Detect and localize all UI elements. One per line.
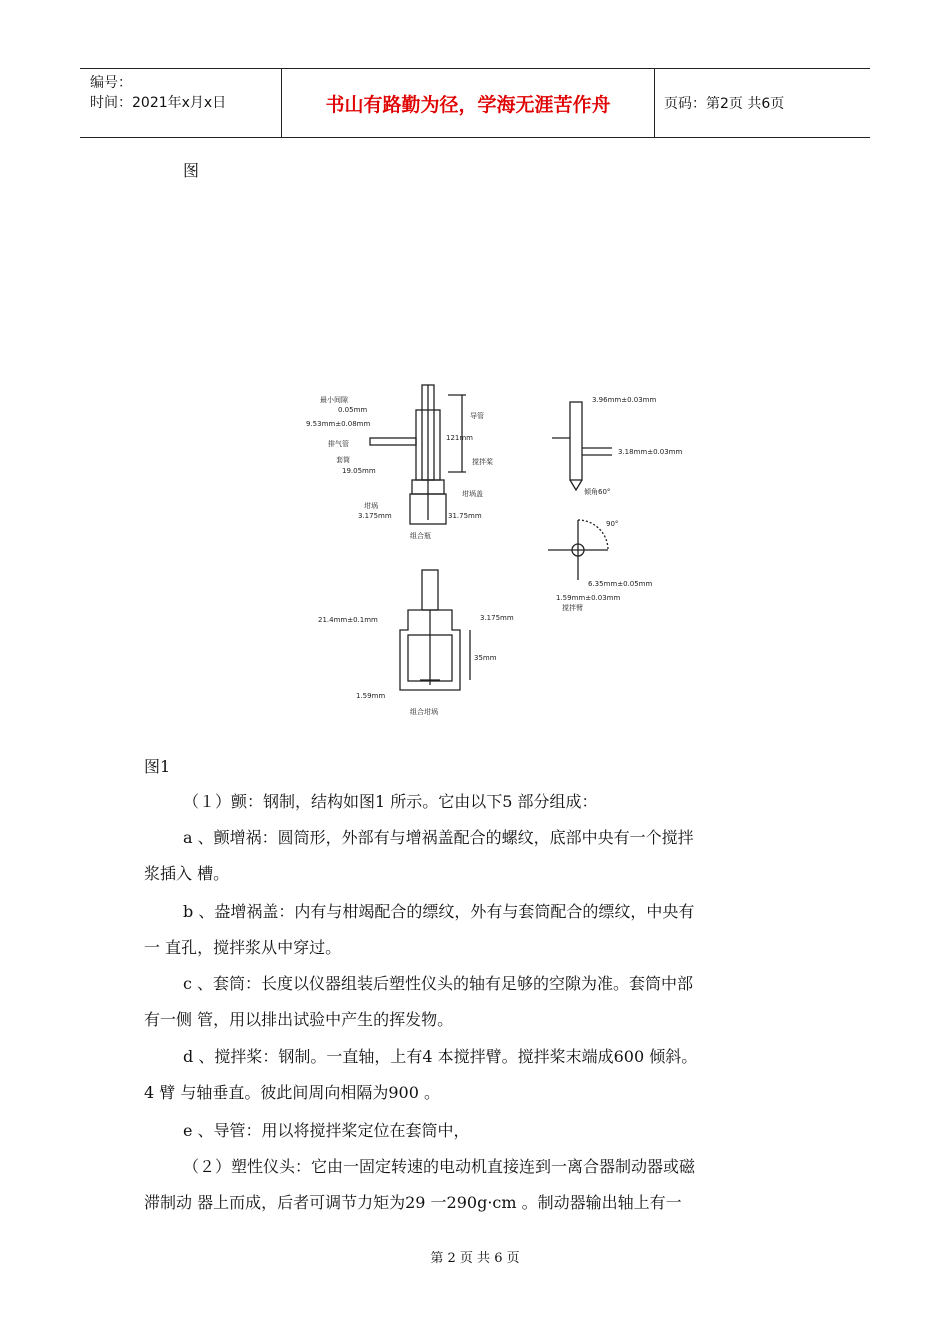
paragraph-d-line2: 4 臂 与轴垂直。彼此间周向相隔为900 。 — [144, 1083, 440, 1102]
figure-1-drawing — [300, 380, 720, 720]
label-h121: 121mm — [446, 434, 473, 442]
label-angle60: 倾角60° — [584, 488, 611, 496]
label-h35: 35mm — [474, 654, 497, 662]
label-d318: 3.18mm±0.03mm — [618, 448, 683, 456]
label-crucible: 坩埚 — [364, 502, 378, 510]
header-motto: 书山有路勤为径，学海无涯苦作舟 — [325, 93, 611, 116]
label-assembled-crucible: 组合坩埚 — [410, 708, 438, 716]
paragraph-a-line2: 浆插入 槽。 — [144, 864, 230, 883]
label-min-gap: 最小间隙 — [320, 396, 348, 404]
paragraph-2-line1: （２）塑性仪头：它由一固定转速的电动机直接连到一离合器制动器或磁 — [183, 1157, 696, 1176]
label-guide: 导管 — [470, 412, 484, 420]
label-d159: 1.59mm — [356, 692, 386, 700]
header-meta — [90, 73, 280, 113]
label-d635: 6.35mm±0.05mm — [588, 580, 653, 588]
label-d3175: 3.175mm — [358, 512, 392, 520]
label-d1905: 19.05mm — [342, 467, 376, 475]
paragraph-d-line1: d 、搅拌桨：钢制。一直轴，上有4 本搅拌臂。搅拌桨末端成600 倾斜。 — [183, 1047, 698, 1066]
paragraph-b-line2: 一 直孔，搅拌浆从中穿过。 — [144, 938, 342, 957]
label-vent: 排气管 — [328, 440, 349, 448]
label-paddle: 搅拌桨 — [472, 458, 493, 466]
paragraph-b-line1: b 、盎增祸盖：内有与柑竭配合的缥纹，外有与套筒配合的缥纹，中央有 — [183, 902, 695, 921]
label-d953: 9.53mm±0.08mm — [306, 420, 371, 428]
label-d396: 3.96mm±0.03mm — [592, 396, 657, 404]
lower-shaft-shape — [422, 570, 438, 610]
header-divider — [654, 69, 655, 137]
paddle-tip-shape — [570, 480, 582, 490]
figure-top-caption: 图 — [183, 161, 200, 180]
figure-caption: 图1 — [144, 757, 171, 776]
paragraph-c-line2: 有一侧 管，用以排出试验中产生的挥发物。 — [144, 1010, 454, 1029]
label-angle90: 90° — [606, 520, 619, 528]
time-label: 时间：2021年x月x日 — [90, 95, 227, 111]
label-gap-val: 0.05mm — [338, 406, 368, 414]
label-d214: 21.4mm±0.1mm — [318, 616, 378, 624]
page-footer: 第 2 页 共 6 页 — [430, 1251, 520, 1266]
paragraph-a-line1: a 、颤增祸：圆筒形，外部有与增祸盖配合的螺纹，底部中央有一个搅拌 — [183, 828, 694, 847]
paragraph-1: （１）颤：钢制，结构如图1 所示。它由以下5 部分组成： — [183, 792, 598, 811]
label-assembly: 组合瓶 — [410, 532, 431, 540]
page-header — [80, 68, 870, 138]
label-d3175c: 3.175mm — [480, 614, 514, 622]
label-d3175b: 31.75mm — [448, 512, 482, 520]
label-arm: 搅拌臂 — [562, 604, 583, 612]
paragraph-c-line1: c 、套筒：长度以仪器组装后塑性仪头的轴有足够的空隙为准。套筒中部 — [183, 974, 694, 993]
number-label: 编号： — [90, 75, 132, 91]
vent-tube-shape — [370, 438, 416, 445]
label-d159a: 1.59mm±0.03mm — [556, 594, 621, 602]
paragraph-2-line2: 滞制动 器上而成，后者可调节力矩为29 一290g·cm 。制动器输出轴上有一 — [144, 1193, 682, 1212]
label-sleeve: 套筒 — [336, 456, 350, 464]
paddle-side-shape — [570, 402, 582, 480]
paragraph-e-line1: e 、导管：用以将搅拌桨定位在套筒中， — [183, 1121, 470, 1140]
label-lid: 坩埚盖 — [462, 490, 483, 498]
header-page-label: 页码：第2页 共6页 — [664, 96, 785, 112]
